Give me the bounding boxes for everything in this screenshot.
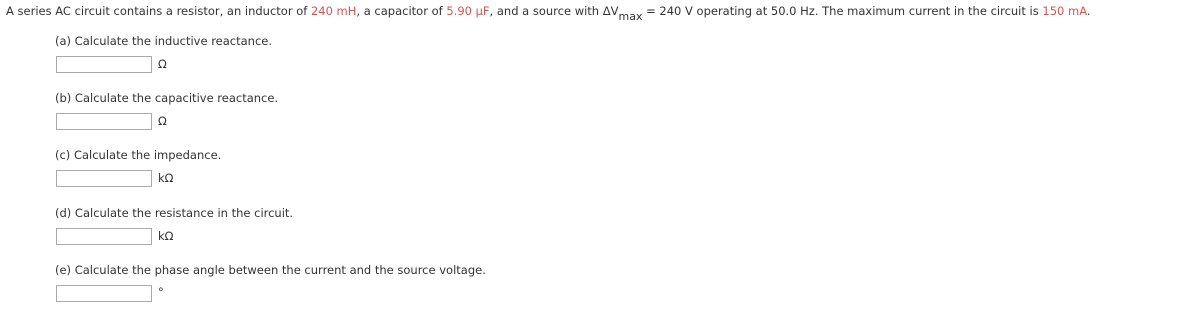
part-d	[56, 205, 294, 247]
current-value: 150 mA	[1042, 4, 1087, 18]
part-c-unit: kΩ	[158, 171, 174, 185]
part-c-answer-row	[56, 167, 222, 189]
part-b-answer-row	[56, 110, 279, 132]
part-e-answer-input[interactable]	[56, 285, 152, 302]
part-e-unit: °	[158, 285, 164, 299]
part-a-answer-row	[56, 53, 273, 75]
part-d-answer-input[interactable]	[56, 228, 152, 245]
part-e-answer-row	[56, 282, 487, 304]
capacitance-value: 5.90 μF	[446, 4, 490, 18]
problem-text-5: .	[1086, 4, 1091, 18]
problem-text-3: , and a source with ΔV	[489, 4, 619, 18]
max-subscript: max	[618, 10, 643, 23]
problem-text-1: A series AC circuit contains a resistor, an inductor of	[6, 4, 311, 18]
part-b-answer-input[interactable]	[56, 113, 152, 130]
part-a-answer-input[interactable]	[56, 56, 152, 73]
part-d-answer-row	[56, 225, 294, 247]
part-c-answer-input[interactable]	[56, 170, 152, 187]
part-c	[56, 147, 222, 189]
part-a	[56, 33, 273, 75]
part-b-label: (b) Calculate the capacitive reactance.	[55, 91, 279, 105]
part-d-unit: kΩ	[158, 229, 174, 243]
part-d-label: (d) Calculate the resistance in the circuit.	[55, 206, 294, 220]
part-e-label: (e) Calculate the phase angle between the current and the source voltage.	[55, 263, 486, 277]
inductance-value: 240 mH	[310, 4, 357, 18]
problem-statement	[6, 3, 1091, 23]
part-e	[56, 262, 487, 304]
part-b-unit: Ω	[158, 114, 167, 128]
part-b	[56, 90, 279, 132]
problem-text-2: , a capacitor of	[356, 4, 447, 18]
part-c-label: (c) Calculate the impedance.	[55, 148, 222, 162]
part-a-label: (a) Calculate the inductive reactance.	[55, 34, 273, 48]
problem-text-4: = 240 V operating at 50.0 Hz. The maximum current in the circuit is	[642, 4, 1043, 18]
part-a-unit: Ω	[158, 57, 167, 71]
